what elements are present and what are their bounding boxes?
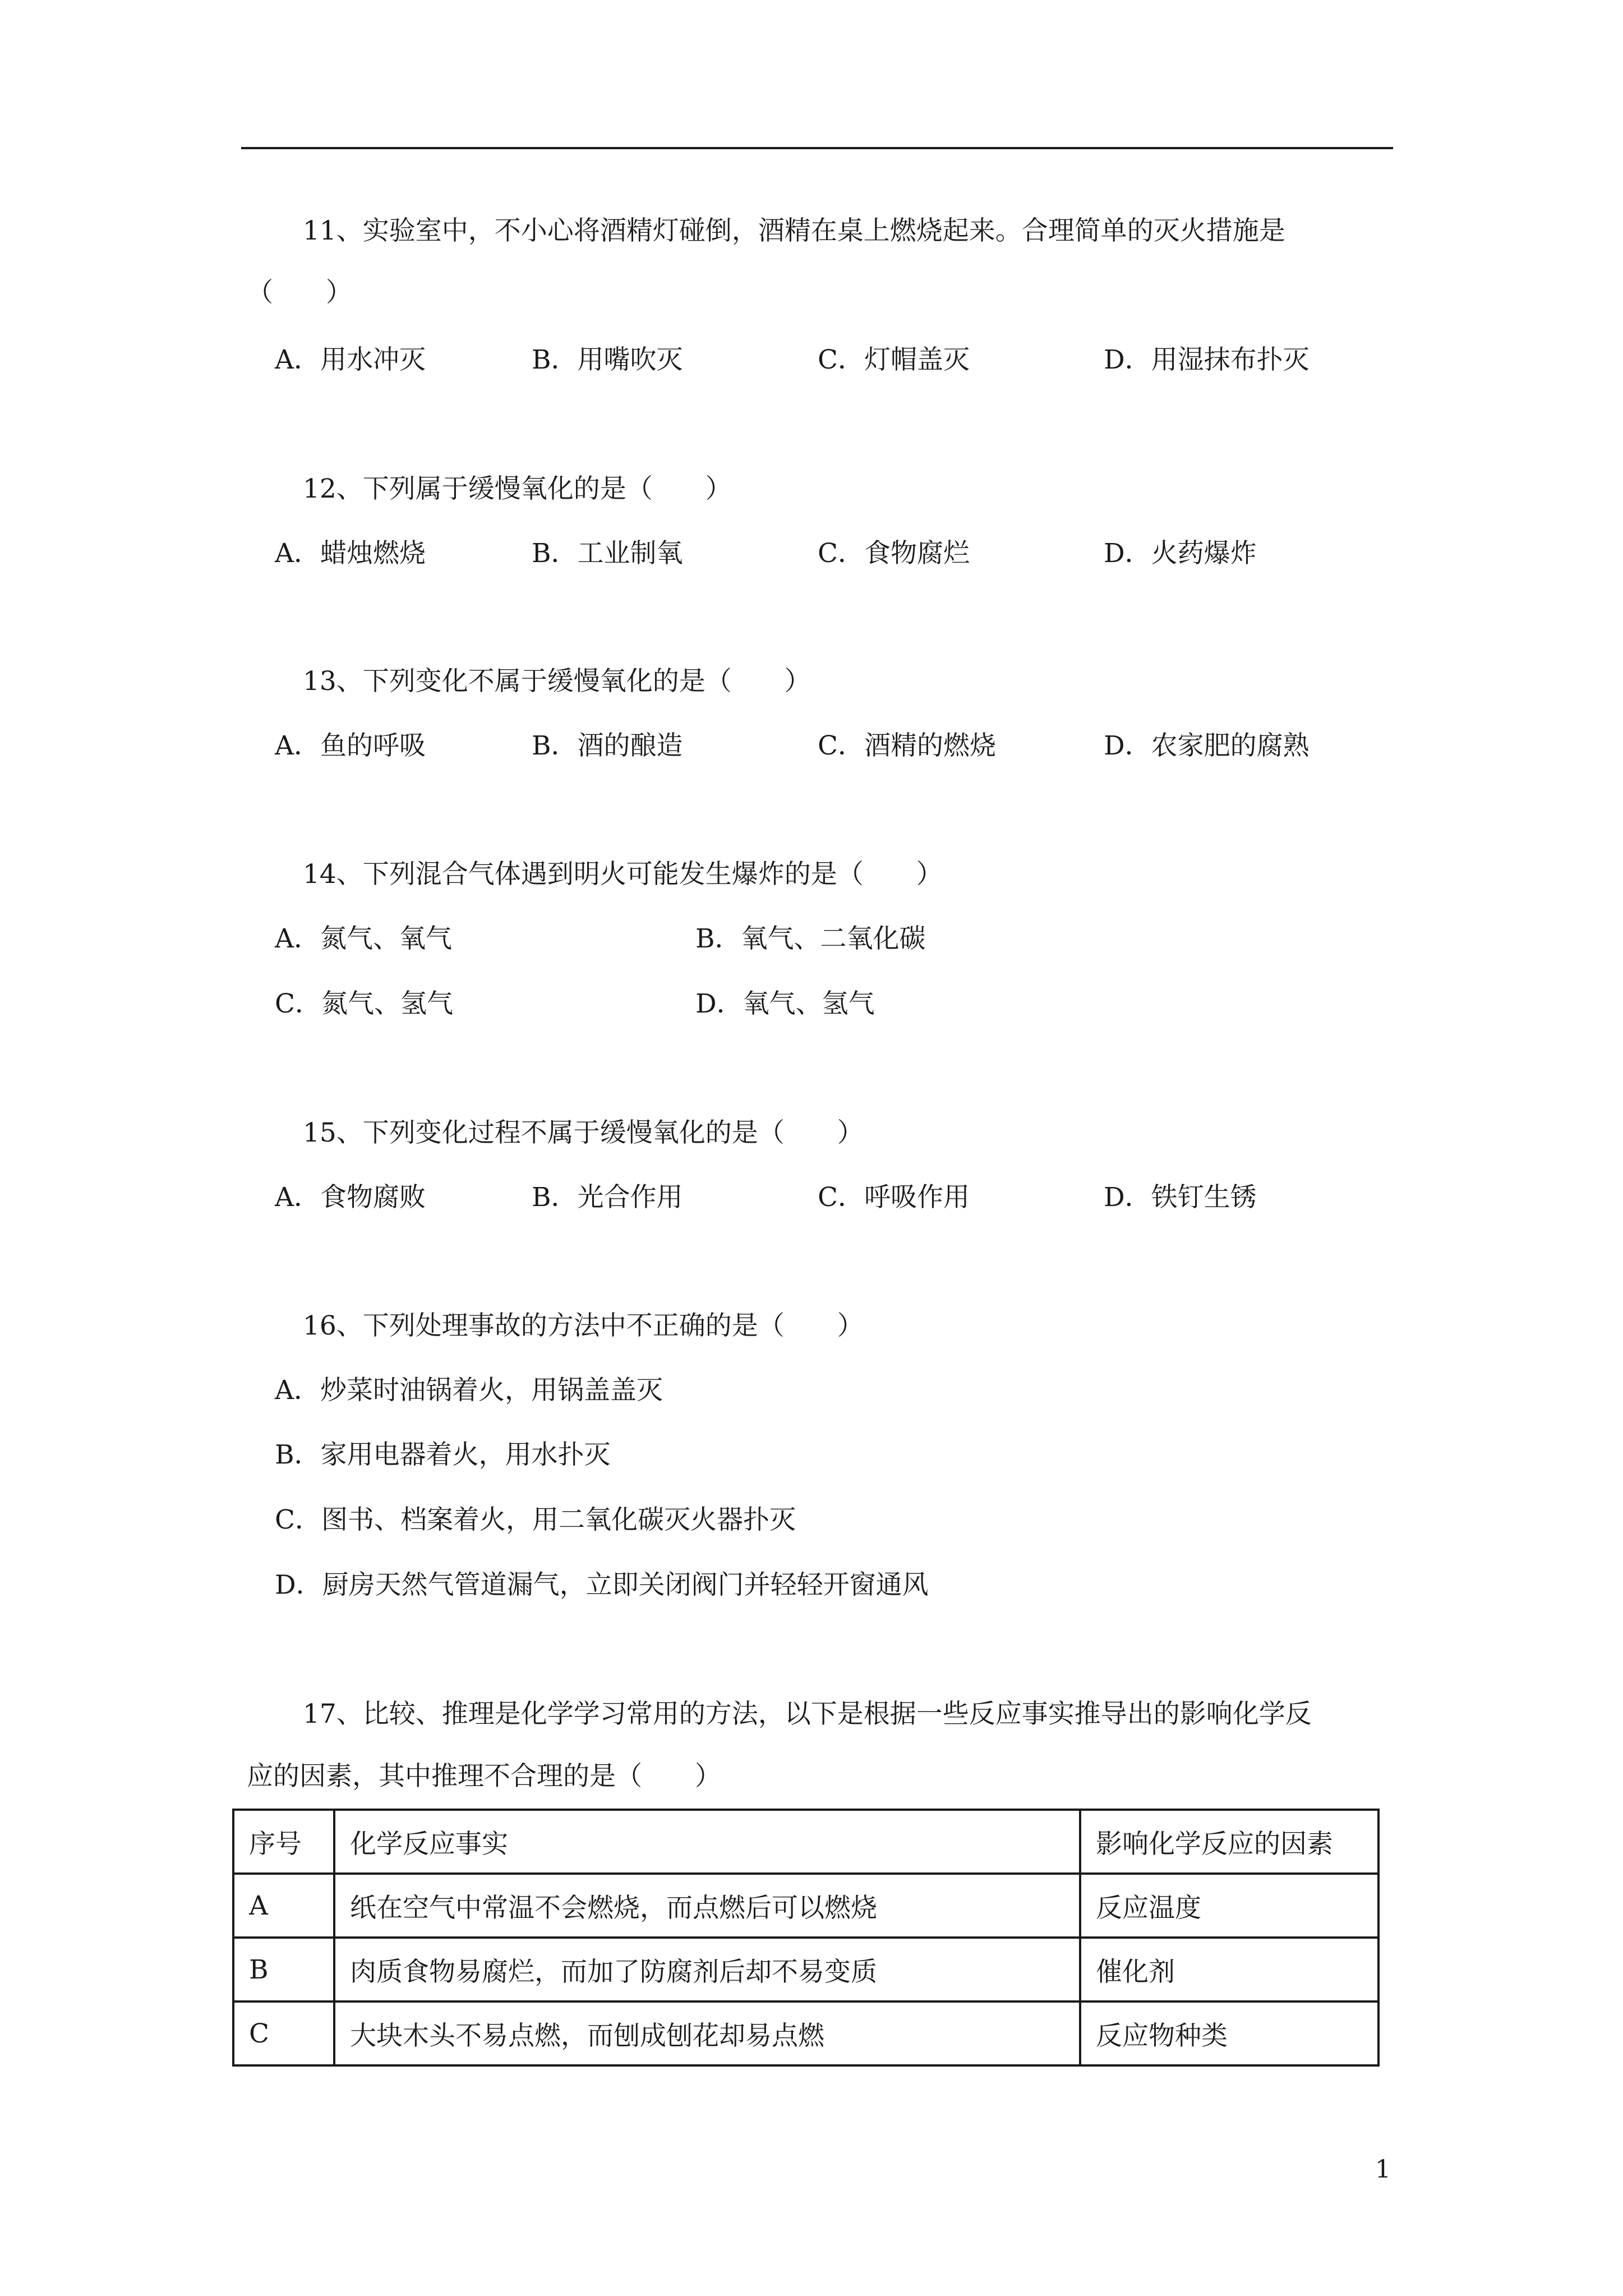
question-12-option-b: B．工业制氧 xyxy=(532,538,683,569)
question-11-option-b: B．用嘴吹灭 xyxy=(532,344,683,375)
question-15-option-d: D．铁钉生锈 xyxy=(1104,1182,1257,1213)
table-cell: 纸在空气中常温不会燃烧，而点燃后可以燃烧 xyxy=(334,1874,1080,1938)
question-13-option-c: C．酒精的燃烧 xyxy=(818,730,996,761)
table-header-cell: 影响化学反应的因素 xyxy=(1080,1810,1378,1874)
table-cell: 肉质食物易腐烂，而加了防腐剂后却不易变质 xyxy=(334,1938,1080,2001)
table-cell: B xyxy=(233,1938,334,2001)
table-cell: A xyxy=(233,1874,334,1938)
header-rule xyxy=(241,147,1393,149)
question-12-option-d: D．火药爆炸 xyxy=(1104,538,1257,569)
reaction-factors-table xyxy=(232,1809,1380,2067)
table-row xyxy=(233,1874,1378,1938)
question-14-option-d: D．氧气、氢气 xyxy=(695,988,875,1019)
table-header-cell: 序号 xyxy=(233,1810,334,1874)
question-17-stem: 17、比较、推理是化学学习常用的方法，以下是根据一些反应事实推导出的影响化学反 xyxy=(303,1699,1312,1729)
question-16-option-a: A．炒菜时油锅着火，用锅盖盖灭 xyxy=(275,1375,663,1406)
question-16-option-d: D．厨房天然气管道漏气，立即关闭阀门并轻轻开窗通风 xyxy=(275,1570,929,1600)
table-row xyxy=(233,1938,1378,2001)
question-11-option-d: D．用湿抹布扑灭 xyxy=(1104,344,1310,375)
table-row xyxy=(233,2001,1378,2065)
question-11-option-a: A．用水冲灭 xyxy=(275,344,426,375)
question-13-option-b: B．酒的酿造 xyxy=(532,730,683,761)
question-13-option-a: A．鱼的呼吸 xyxy=(275,730,426,761)
table-cell: 大块木头不易点燃，而刨成刨花却易点燃 xyxy=(334,2001,1080,2065)
table-cell: 催化剂 xyxy=(1080,1938,1378,2001)
page-number: 1 xyxy=(1375,2155,1391,2184)
question-13-option-d: D．农家肥的腐熟 xyxy=(1104,730,1310,761)
table-cell: C xyxy=(233,2001,334,2065)
question-12-stem: 12、下列属于缓慢氧化的是（ ） xyxy=(303,473,732,504)
question-15-option-a: A．食物腐败 xyxy=(275,1182,426,1213)
question-11-option-c: C．灯帽盖灭 xyxy=(818,344,970,375)
question-16-option-c: C．图书、档案着火，用二氧化碳灭火器扑灭 xyxy=(275,1504,796,1535)
question-14-option-b: B．氧气、二氧化碳 xyxy=(695,923,926,954)
question-13-stem: 13、下列变化不属于缓慢氧化的是（ ） xyxy=(303,666,811,697)
table-header-row xyxy=(233,1810,1378,1874)
question-11-stem-cont: （ ） xyxy=(247,277,352,308)
question-16-stem: 16、下列处理事故的方法中不正确的是（ ） xyxy=(303,1310,864,1341)
question-14-option-c: C．氮气、氢气 xyxy=(275,988,453,1019)
question-15-stem: 15、下列变化过程不属于缓慢氧化的是（ ） xyxy=(303,1117,864,1148)
question-12-option-a: A．蜡烛燃烧 xyxy=(275,538,426,569)
table-cell: 反应物种类 xyxy=(1080,2001,1378,2065)
question-17-stem-cont: 应的因素，其中推理不合理的是（ ） xyxy=(247,1761,721,1792)
question-16-option-b: B．家用电器着火，用水扑灭 xyxy=(275,1439,611,1470)
question-15-option-c: C．呼吸作用 xyxy=(818,1182,970,1213)
table-cell: 反应温度 xyxy=(1080,1874,1378,1938)
question-14-option-a: A．氮气、氧气 xyxy=(275,923,452,954)
question-12-option-c: C．食物腐烂 xyxy=(818,538,970,569)
question-11-stem: 11、实验室中，不小心将酒精灯碰倒，酒精在桌上燃烧起来。合理简单的灭火措施是 xyxy=(303,215,1285,246)
table-header-cell: 化学反应事实 xyxy=(334,1810,1080,1874)
question-14-stem: 14、下列混合气体遇到明火可能发生爆炸的是（ ） xyxy=(303,859,943,890)
question-15-option-b: B．光合作用 xyxy=(532,1182,683,1213)
